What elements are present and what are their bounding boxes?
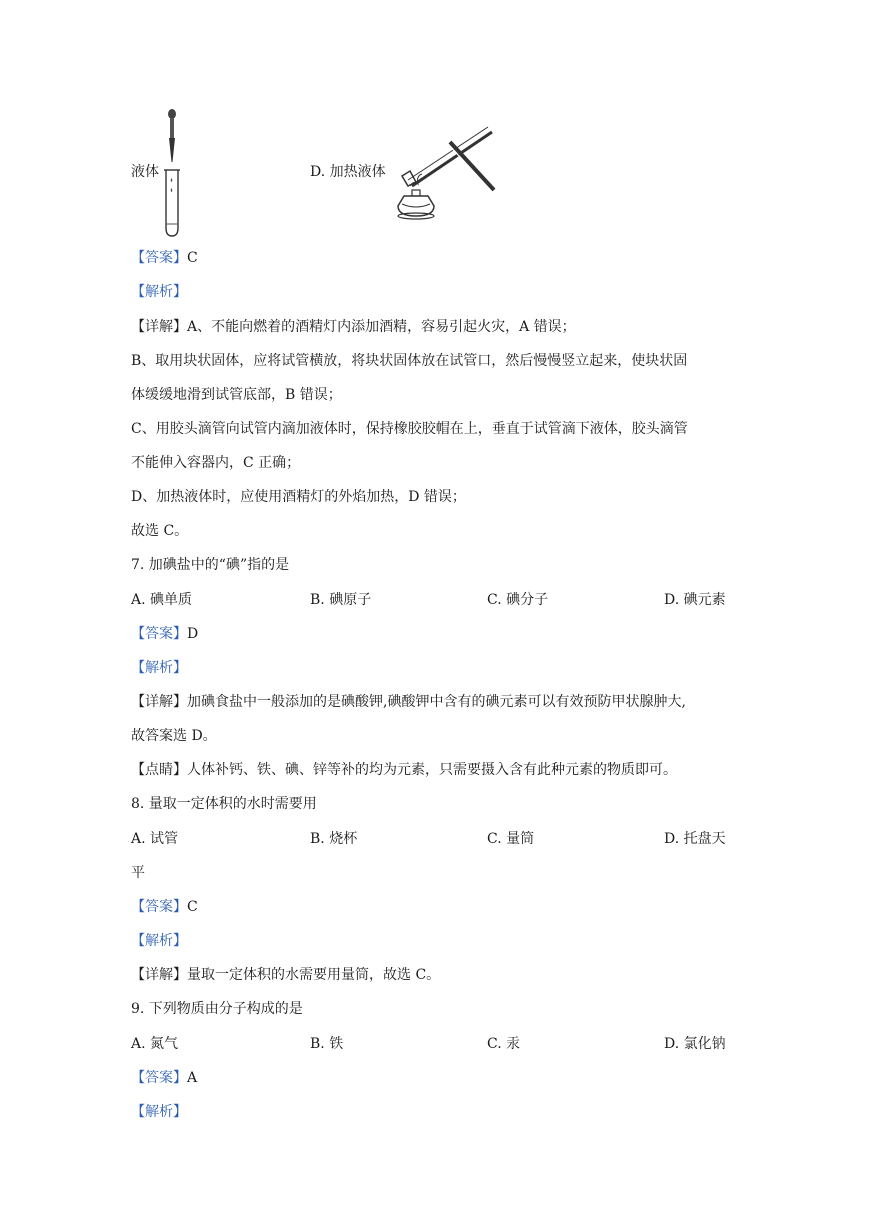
- q8-answer: [131, 898, 198, 916]
- q7-question: 7. 加碘盐中的“碘”指的是: [131, 557, 290, 573]
- q9-option-d: D. 氯化钠: [664, 1036, 726, 1052]
- option-d-label: D. 加热液体: [310, 164, 386, 180]
- q7-tip: [131, 761, 677, 779]
- q7-analysis-tag: 【解析】: [131, 660, 187, 676]
- q8-option-b: B. 烧杯: [310, 831, 358, 847]
- q8-question: 8. 量取一定体积的水时需要用: [131, 796, 317, 812]
- q7-detail-2: 故答案选 D。: [131, 728, 217, 744]
- answer-tag: 【答案】: [131, 1070, 187, 1086]
- q6-analysis-tag: 【解析】: [131, 284, 187, 300]
- detail-text: A、不能向燃着的酒精灯内添加酒精，容易引起火灾，A 错误；: [187, 319, 576, 335]
- q6-answer: [131, 249, 198, 267]
- q6-detail-6: D、加热液体时，应使用酒精灯的外焰加热，D 错误；: [131, 489, 466, 505]
- answer-value: C: [187, 899, 198, 915]
- q6-detail-4: C、用胶头滴管向试管内滴加液体时，保持橡胶胶帽在上，垂直于试管滴下液体，胶头滴管: [131, 421, 688, 437]
- detail-text: 量取一定体积的水需要用量筒，故选 C。: [187, 967, 441, 983]
- q7-option-d: D. 碘元素: [664, 592, 726, 608]
- q9-answer: [131, 1069, 197, 1087]
- q7-detail-1: [131, 693, 686, 711]
- answer-value: A: [187, 1070, 198, 1086]
- q8-option-a: A. 试管: [131, 831, 179, 847]
- q8-option-c: C. 量筒: [487, 831, 535, 847]
- tip-tag: 【点睛】: [131, 762, 187, 778]
- q7-option-b: B. 碘原子: [310, 592, 372, 608]
- alcohol-lamp-heating-icon: [382, 124, 500, 224]
- q6-detail-1: [131, 318, 576, 336]
- option-c-label: 液体: [131, 164, 159, 180]
- answer-tag: 【答案】: [131, 250, 187, 266]
- q9-option-c: C. 汞: [487, 1036, 521, 1052]
- answer-value: D: [187, 626, 199, 642]
- q8-analysis-tag: 【解析】: [131, 933, 187, 949]
- answer-value: C: [187, 250, 198, 266]
- detail-tag: 【详解】: [131, 694, 187, 710]
- answer-tag: 【答案】: [131, 899, 187, 915]
- q9-option-a: A. 氮气: [131, 1036, 179, 1052]
- dropper-test-tube-icon: [160, 106, 190, 241]
- detail-text: 加碘食盐中一般添加的是碘酸钾,碘酸钾中含有的碘元素可以有效预防甲状腺肿大,: [187, 694, 686, 710]
- answer-tag: 【答案】: [131, 626, 187, 642]
- q6-detail-5: 不能伸入容器内，C 正确；: [131, 455, 301, 471]
- q8-option-wrap: 平: [131, 865, 145, 881]
- detail-tag: 【详解】: [131, 319, 187, 335]
- q8-option-d: D. 托盘天: [664, 831, 726, 847]
- q6-conclusion: 故选 C。: [131, 523, 189, 539]
- detail-tag: 【详解】: [131, 967, 187, 983]
- q9-question: 9. 下列物质由分子构成的是: [131, 1001, 303, 1017]
- q9-option-b: B. 铁: [310, 1036, 344, 1052]
- q8-detail-1: [131, 966, 440, 984]
- tip-text: 人体补钙、铁、碘、锌等补的均为元素，只需要摄入含有此种元素的物质即可。: [187, 762, 677, 778]
- q9-analysis-tag: 【解析】: [131, 1104, 187, 1120]
- q7-answer: [131, 625, 198, 643]
- q6-detail-3: 体缓缓地滑到试管底部，B 错误；: [131, 387, 342, 403]
- q6-detail-2: B、取用块状固体，应将试管横放，将块状固体放在试管口，然后慢慢竖立起来，使块状固: [131, 353, 688, 369]
- q7-option-c: C. 碘分子: [487, 592, 549, 608]
- q7-option-a: A. 碘单质: [131, 592, 193, 608]
